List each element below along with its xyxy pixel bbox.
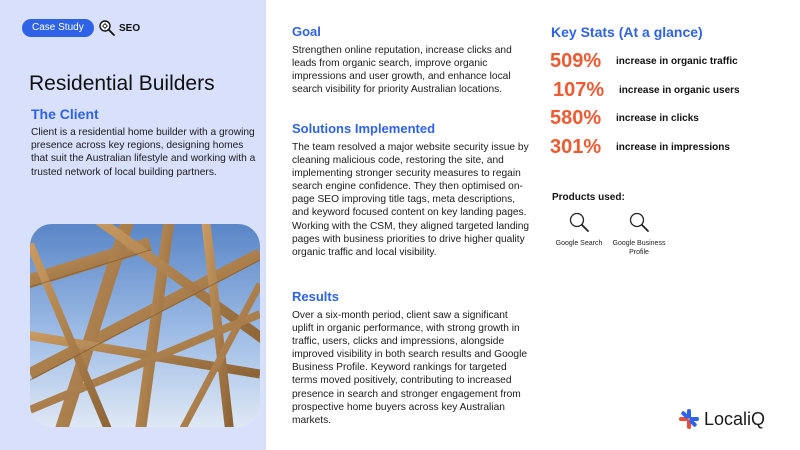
goal-body: Strengthen online reputation, increase clicks and leads from organic search, improve organic impressions and user growth, and enhance local search visibility for priority Australian locations.	[292, 45, 512, 96]
construction-photo	[30, 224, 260, 427]
seo-search-icon	[98, 19, 116, 37]
stat-value: 509%	[550, 50, 602, 72]
products-heading: Products used:	[552, 192, 625, 203]
product-google-business-profile	[604, 210, 674, 257]
magnifier-icon	[567, 210, 591, 234]
seo-tag	[98, 18, 140, 38]
stat-item	[550, 107, 699, 130]
results-heading: Results	[292, 289, 339, 304]
localiq-mark-icon	[678, 408, 700, 430]
brand-name: LocaliQ	[704, 408, 766, 429]
stat-value: 580%	[550, 107, 602, 129]
solutions-body: The team resolved a major website security issue by cleaning malicious code, restoring the site, and implementing stronger security measures to regain search engine confidence. They then optimised on-page SEO improving title tags, meta descriptions, and keyword focused content on key landing pages. Working with the CSM, they aligned targeted landing pages with business priorities to drive higher quality organic traffic and local visibility.	[292, 142, 530, 258]
magnifier-icon	[627, 210, 651, 234]
client-body: Client is a residential home builder with a growing presence across key regions, designing homes that suit the Australian lifestyle and working with a trusted network of local building partners.	[31, 127, 256, 178]
product-label: Google Business Profile	[612, 240, 666, 256]
stat-label: increase in organic traffic	[616, 56, 738, 67]
client-heading: The Client	[31, 106, 99, 122]
product-label: Google Search	[555, 240, 603, 247]
key-stats-heading: Key Stats (At a glance)	[551, 24, 703, 40]
seo-label: SEO	[119, 22, 141, 34]
timber-frame-illustration	[30, 224, 260, 427]
stat-value: 107%	[553, 79, 605, 101]
stat-label: increase in organic users	[619, 85, 740, 96]
stat-label: increase in impressions	[616, 142, 730, 153]
goal-heading: Goal	[292, 24, 321, 39]
results-body: Over a six-month period, client saw a significant uplift in organic performance, with strong growth in traffic, users, clicks and impressions, alongside improved visibility in both search results and Google Business Profile. Keyword rankings for targeted terms moved positively, contributing to increased presence in search and stronger engagement from prospective home buyers across key Australian markets.	[292, 310, 527, 426]
stat-value: 301%	[550, 136, 602, 158]
stat-item	[550, 136, 730, 159]
page-title: Residential Builders	[29, 72, 215, 95]
case-study-badge: Case Study	[22, 19, 94, 37]
localiq-logo	[678, 408, 765, 430]
stat-item	[553, 79, 740, 102]
stat-label: increase in clicks	[616, 113, 699, 124]
solutions-heading: Solutions Implemented	[292, 121, 436, 136]
stat-item	[550, 50, 738, 73]
